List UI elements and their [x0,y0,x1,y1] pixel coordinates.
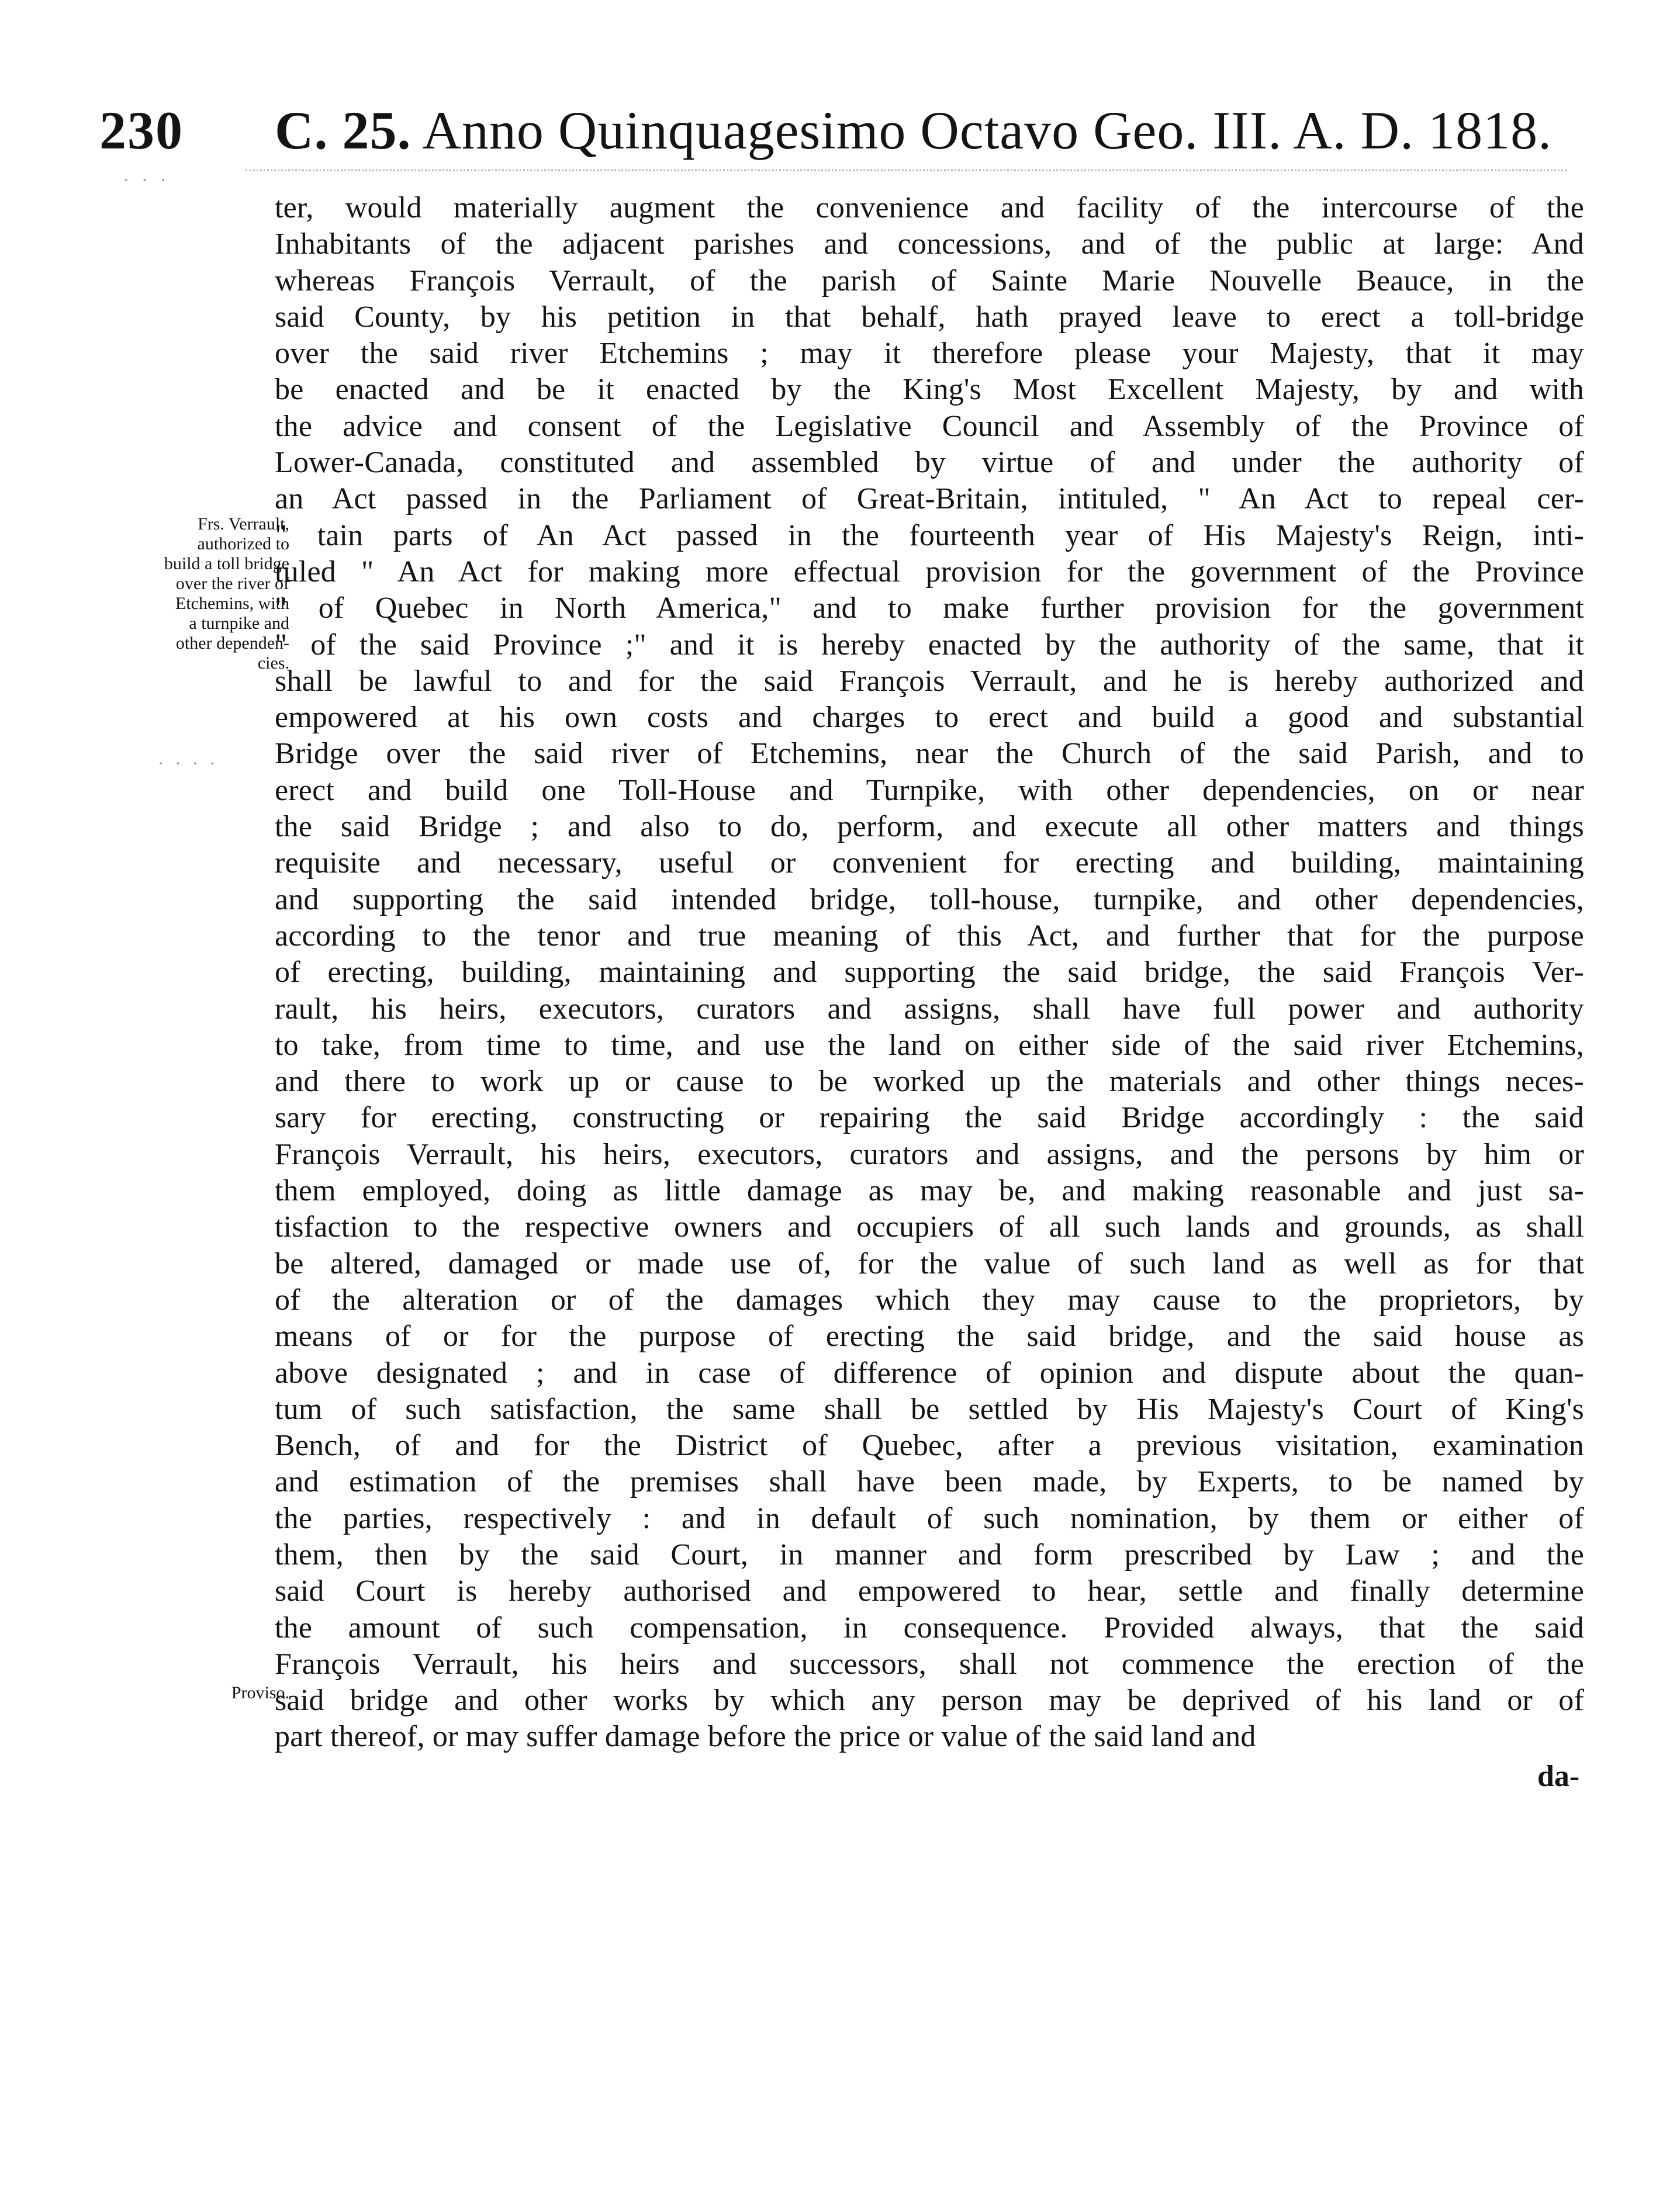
margin-note-verrault [149,514,289,673]
print-noise-mark: · · · [123,169,170,191]
text-line: according to the tenor and true meaning of this Act, and further that for the purpose [275,919,1584,953]
text-line: Bench, of and for the District of Quebec, after a previous visitation, examination [275,1429,1584,1463]
margin-note-line: Frs. Verrault, [198,514,289,534]
text-line: tum of such satisfaction, the same shall be settled by His Majesty's Court of King's [275,1392,1584,1426]
text-line: over the said river Etchemins ; may it therefore please your Majesty, that it may [275,337,1584,371]
text-line: and supporting the said intended bridge, toll-house, turnpike, and other dependencies, [275,882,1584,916]
text-line: and estimation of the premises shall have been made, by Experts, to be named by [275,1465,1584,1499]
text-line: shall be lawful to and for the said François Verrault, and he is hereby authorized and [275,664,1584,698]
text-line: erect and build one Toll-House and Turnpike, with other dependencies, on or near [275,773,1584,807]
text-line: the parties, respectively : and in default of such nomination, by them or either of [275,1501,1584,1535]
text-line: to take, from time to time, and use the land on either side of the said river Etchemins, [275,1028,1584,1062]
text-line: ter, would materially augment the convenience and facility of the intercourse of the [275,191,1584,224]
chapter-number: C. 25. [275,101,412,160]
header-title: Anno Quinquagesimo Octavo Geo. III. A. D. 1818. [422,101,1553,160]
text-line: rault, his heirs, executors, curators and assigns, shall have full power and authority [275,992,1584,1026]
text-line: François Verrault, his heirs, executors, curators and assigns, and the persons by him or [275,1137,1584,1171]
text-line: empowered at his own costs and charges to erect and build a good and substantial [275,701,1584,735]
print-noise-divider [246,169,1567,179]
text-line: above designated ; and in case of difference of opinion and dispute about the quan- [275,1356,1584,1390]
running-head [275,99,1552,161]
text-line: of erecting, building, maintaining and supporting the said bridge, the said François Ver- [275,956,1584,989]
text-line: whereas François Verrault, of the parish of Sainte Marie Nouvelle Beauce, in the [275,264,1584,297]
text-line: tuled " An Act for making more effectual provision for the government of the Province [275,555,1584,589]
text-line: said Court is hereby authorised and empowered to hear, settle and finally determine [275,1574,1584,1608]
text-line: Lower-Canada, constituted and assembled by virtue of and under the authority of [275,446,1584,480]
page-number: 230 [99,101,184,160]
text-line: be enacted and be it enacted by the King's Most Excellent Majesty, by and with [275,373,1584,407]
margin-note-line: Proviso. [231,1683,289,1702]
text-line: of the alteration or of the damages which they may cause to the proprietors, by [275,1283,1584,1317]
margin-note-proviso [149,1683,289,1703]
text-line: Bridge over the said river of Etchemins, near the Church of the said Parish, and to [275,737,1584,771]
print-noise-dots: · · · · [158,754,219,773]
margin-note-line: Etchemins, with [175,594,289,613]
text-line: said County, by his petition in that behalf, hath prayed leave to erect a toll-bridge [275,300,1584,334]
margin-note-line: build a toll bridge [164,554,289,573]
text-line: part thereof, or may suffer damage before the price or value of the said land and [275,1720,1256,1754]
margin-note-line: authorized to [197,534,289,553]
text-line: be altered, damaged or made use of, for the value of such land as well as for that [275,1247,1584,1280]
page-header [99,99,1596,175]
text-line: requisite and necessary, useful or convenient for erecting and building, maintaining [275,846,1584,880]
text-line: an Act passed in the Parliament of Great-Britain, intituled, " An Act to repeal cer- [275,482,1584,516]
text-line: means of or for the purpose of erecting the said bridge, and the said house as [275,1320,1584,1353]
margin-note-line: cies. [257,653,289,673]
margin-note-line: other dependen- [175,634,289,653]
catchword: da- [1537,1760,1580,1793]
text-line: them employed, doing as little damage as may be, and making reasonable and just sa- [275,1174,1584,1208]
text-line: sary for erecting, constructing or repairing the said Bridge accordingly : the said [275,1101,1584,1135]
text-line: and there to work up or cause to be worked up the materials and other things neces- [275,1065,1584,1099]
body-text [275,190,1584,1756]
text-line: " tain parts of An Act passed in the fourteenth year of His Majesty's Reign, inti- [275,518,1584,552]
text-line: " of the said Province ;" and it is hereby enacted by the authority of the same, that it [275,628,1584,662]
text-line: them, then by the said Court, in manner and form prescribed by Law ; and the [275,1538,1584,1571]
text-line: François Verrault, his heirs and successors, shall not commence the erection of the [275,1647,1584,1681]
margin-note-line: a turnpike and [189,614,289,633]
text-line: Inhabitants of the adjacent parishes and concessions, and of the public at large: And [275,227,1584,261]
text-line: tisfaction to the respective owners and occupiers of all such lands and grounds, as shall [275,1210,1584,1244]
margin-note-line: over the river of [175,574,289,593]
text-line: the said Bridge ; and also to do, perform, and execute all other matters and things [275,810,1584,844]
text-line: the amount of such compensation, in consequence. Provided always, that the said [275,1611,1584,1645]
text-line: " of Quebec in North America," and to make further provision for the government [275,591,1584,625]
text-line: the advice and consent of the Legislative Council and Assembly of the Province of [275,409,1584,443]
text-line: said bridge and other works by which any person may be deprived of his land or of [275,1684,1584,1718]
